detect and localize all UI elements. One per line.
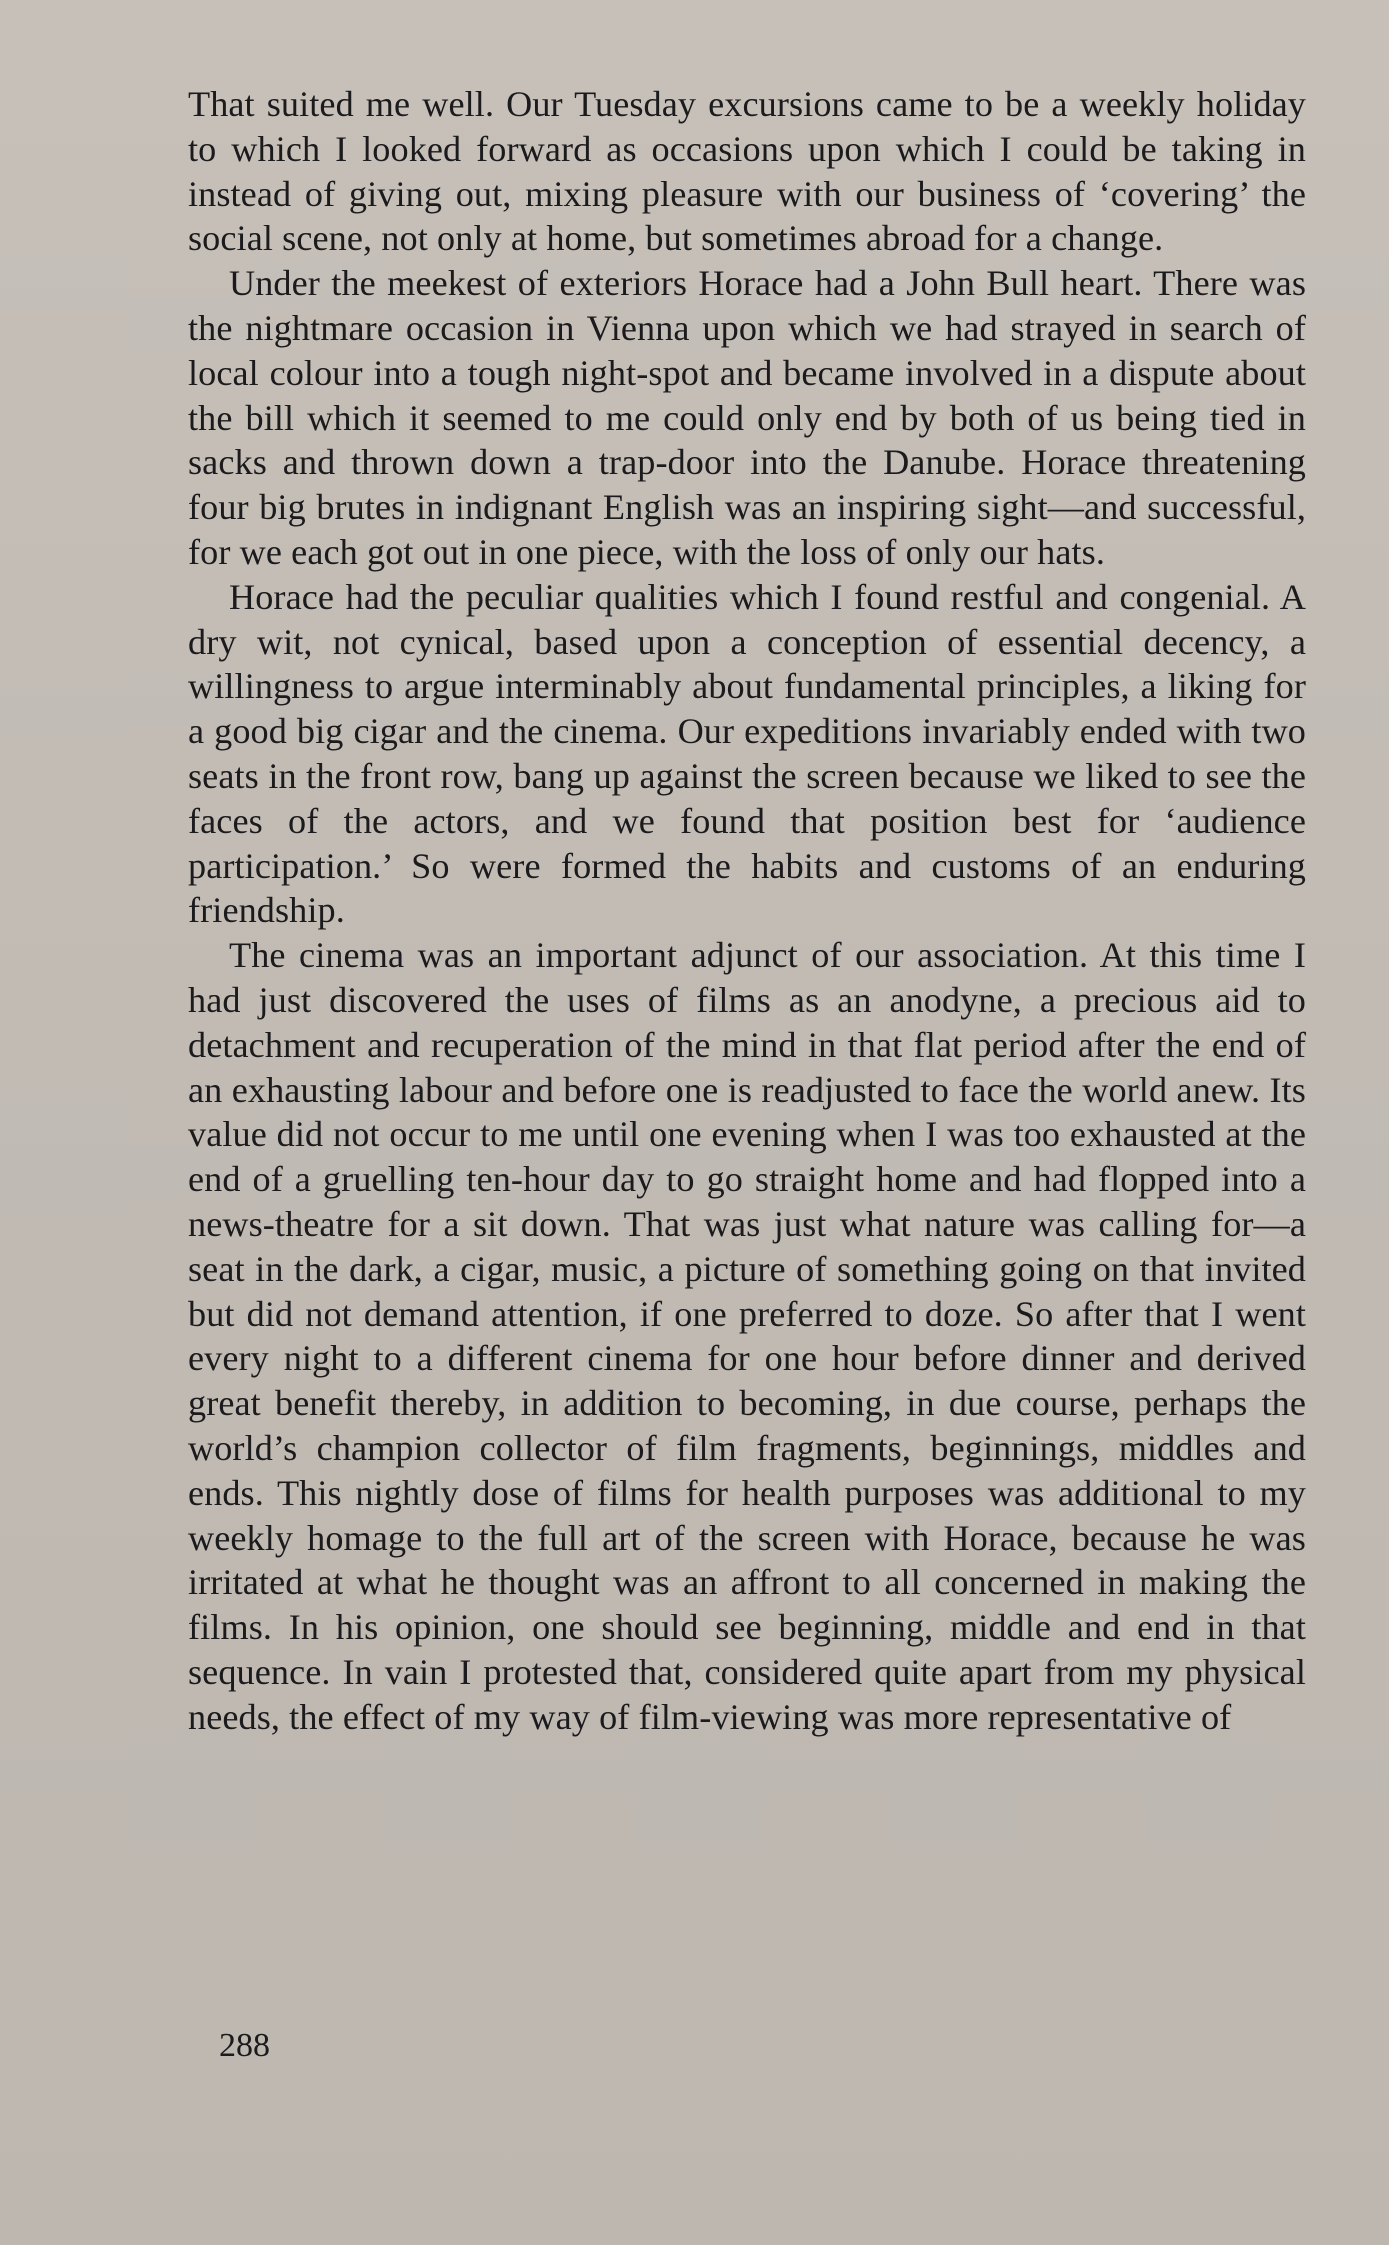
paragraph-4: The cinema was an important adjunct of our association. At this time I had just discovered the uses of films as an anodyne, a precious aid to detachment and recuperation of the mind in that flat period after the end of an exhausting labour and before one is readjusted to face the world anew. Its value did not occur to me until one evening when I was too exhausted at the end of a gruelling ten-hour day to go straight home and had flopped into a news-theatre for a sit down. That was just what nature was calling for—a seat in the dark, a cigar, music, a picture of something going on that invited but did not demand attention, if one preferred to doze. So after that I went every night to a different cinema for one hour before dinner and derived great benefit thereby, in addition to becoming, in due course, perhaps the world’s champion collector of film fragments, beginnings, middles and ends. This nightly dose of films for health purposes was additional to my weekly homage to the full art of the screen with Horace, because he was irritated at what he thought was an affront to all concerned in making the films. In his opinion, one should see beginning, middle and end in that sequence. In vain I protested that, considered quite apart from my physical needs, the effect of my way of film-viewing was more representative of	[188, 935, 1306, 1737]
paragraph-1: That suited me well. Our Tuesday excursions came to be a weekly holiday to which I looked forward as occasions upon which I could be taking in instead of giving out, mixing pleasure with our business of ‘covering’ the social scene, not only at home, but sometimes abroad for a change.	[188, 84, 1306, 259]
body-text	[188, 82, 1306, 1739]
paragraph-3: Horace had the peculiar qualities which I found restful and congenial. A dry wit, not cynical, based upon a conception of essential decency, a willingness to argue interminably about fundamental principles, a liking for a good big cigar and the cinema. Our expeditions invariably ended with two seats in the front row, bang up against the screen because we liked to see the faces of the actors, and we found that position best for ‘audience participation.’ So were formed the habits and customs of an enduring friendship.	[188, 576, 1306, 931]
paragraph-2: Under the meekest of exteriors Horace had a John Bull heart. There was the nightmare occasion in Vienna upon which we had strayed in search of local colour into a tough night-spot and became involved in a dispute about the bill which it seemed to me could only end by both of us being tied in sacks and thrown down a trap-door into the Danube. Horace threatening four big brutes in indignant English was an inspiring sight—and successful, for we each got out in one piece, with the loss of only our hats.	[188, 263, 1306, 572]
page-number: 288	[219, 2027, 270, 2064]
